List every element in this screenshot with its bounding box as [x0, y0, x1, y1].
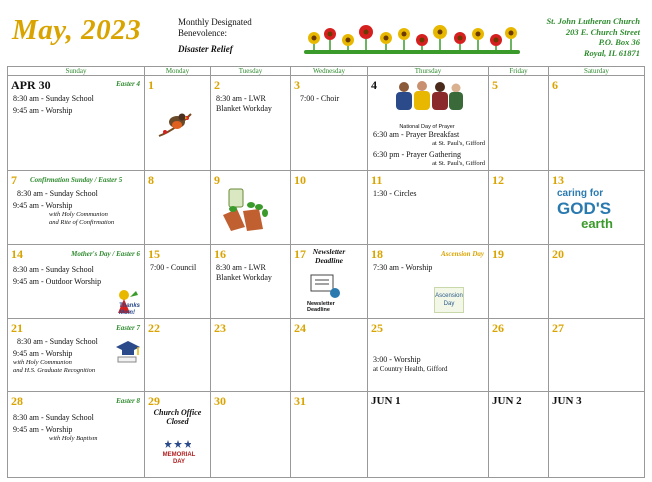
- calendar-header: [0, 0, 652, 66]
- note-line-1: Church Office: [153, 408, 202, 417]
- day-cell: [211, 245, 291, 319]
- event-location: at Country Health, Gifford: [373, 365, 448, 373]
- day-cell: [489, 76, 549, 171]
- seedling-pots-icon: [219, 187, 273, 233]
- day-number: 29: [148, 394, 160, 408]
- flowers-banner-icon: [304, 20, 520, 60]
- day-cell: [368, 319, 489, 392]
- week-row: [8, 171, 645, 245]
- event: 8:30 am - Sunday School: [17, 337, 98, 346]
- week-row: [8, 245, 645, 319]
- event: 1:30 - Circles: [373, 189, 417, 198]
- liturgical-tag: Easter 7: [116, 324, 140, 332]
- event-detail: with Holy Communion: [13, 359, 72, 366]
- event-location: at St. Paul's, Gifford: [432, 140, 485, 147]
- liturgical-tag: Easter 8: [116, 397, 140, 405]
- event-detail: and H.S. Graduate Recognition: [13, 367, 96, 374]
- day-cell: [145, 319, 211, 392]
- event: 9:45 am - Worship: [13, 425, 73, 434]
- day-cell: [291, 245, 368, 319]
- day-cell: [145, 392, 211, 478]
- benevolence-value: Disaster Relief: [178, 44, 233, 54]
- church-po-box: P.O. Box 36: [598, 37, 640, 47]
- page-title: May, 2023: [12, 14, 142, 46]
- day-cell: [211, 319, 291, 392]
- weekday-friday: Friday: [489, 67, 549, 76]
- day-number: APR 30: [11, 78, 51, 92]
- day-number: 12: [492, 173, 504, 187]
- day-number: JUN 1: [371, 395, 401, 407]
- day-number: 3: [294, 78, 300, 92]
- event: 8:30 am - Sunday School: [13, 265, 94, 274]
- day-number: 10: [294, 173, 306, 187]
- newsletter-icon-label: Newsletter Deadline: [307, 301, 335, 313]
- day-cell: [8, 76, 145, 171]
- day-number: 20: [552, 247, 564, 261]
- day-cell: [368, 171, 489, 245]
- day-cell: [489, 392, 549, 478]
- office-closed-note: [148, 408, 207, 426]
- day-cell: [8, 171, 145, 245]
- newsletter-deadline-note: [309, 247, 349, 265]
- day-number: 16: [214, 247, 226, 261]
- weekday-wednesday: Wednesday: [291, 67, 368, 76]
- day-cell: [211, 171, 291, 245]
- weekday-thursday: Thursday: [368, 67, 489, 76]
- day-number: 13: [552, 173, 564, 187]
- event-detail: with Holy Baptism: [49, 435, 98, 442]
- day-cell: [549, 245, 645, 319]
- liturgical-tag: Ascension Day: [441, 250, 484, 258]
- benevolence-label-1: Monthly Designated: [178, 17, 252, 27]
- day-number: 17: [294, 247, 306, 261]
- day-cell: [8, 245, 145, 319]
- weekday-header-row: [8, 67, 645, 76]
- benevolence-block: [178, 17, 288, 55]
- day-number: 23: [214, 321, 226, 335]
- day-cell: [368, 245, 489, 319]
- day-cell: [291, 171, 368, 245]
- memorial-day-label: MEMORIAL DAY: [162, 452, 196, 465]
- praying-people-icon: [390, 79, 464, 121]
- day-cell: [549, 76, 645, 171]
- event-location: at St. Paul's, Gifford: [432, 160, 485, 167]
- event: 9:45 am - Worship: [13, 201, 73, 210]
- week-row: [8, 392, 645, 478]
- event: 6:30 pm - Prayer Gathering: [373, 150, 461, 159]
- day-cell: [8, 319, 145, 392]
- day-number: 19: [492, 247, 504, 261]
- day-number: 27: [552, 321, 564, 335]
- logo-line-1: caring for: [557, 188, 604, 199]
- day-number: JUN 2: [492, 395, 522, 407]
- day-cell: [368, 392, 489, 478]
- week-row: [8, 76, 645, 171]
- weekday-saturday: Saturday: [549, 67, 645, 76]
- day-cell: [211, 392, 291, 478]
- day-number: 26: [492, 321, 504, 335]
- weekday-monday: Monday: [145, 67, 211, 76]
- event-detail: and Rite of Confirmation: [49, 219, 115, 226]
- day-cell: [145, 76, 211, 171]
- event-detail: with Holy Communion: [49, 211, 108, 218]
- liturgical-tag: Confirmation Sunday / Easter 5: [30, 176, 123, 184]
- event: 7:00 - Council: [150, 263, 197, 272]
- day-cell: [549, 392, 645, 478]
- day-cell: [8, 392, 145, 478]
- event: 8:30 am - Sunday School: [13, 413, 94, 422]
- liturgical-tag: Mother's Day / Easter 6: [71, 250, 140, 258]
- graduation-cap-icon: [112, 335, 142, 365]
- day-number: JUN 3: [552, 395, 582, 407]
- event: 9:45 am - Worship: [13, 106, 73, 115]
- day-number: 24: [294, 321, 306, 335]
- day-number: 21: [11, 321, 23, 335]
- day-number: 31: [294, 394, 306, 408]
- day-number: 22: [148, 321, 160, 335]
- flag-stars-icon: [165, 438, 191, 452]
- day-cell: [489, 245, 549, 319]
- event-detail: Blanket Workday: [216, 273, 272, 282]
- prayer-day-banner: National Day of Prayer: [399, 124, 455, 130]
- liturgical-tag: Easter 4: [116, 80, 140, 88]
- day-number: 6: [552, 78, 558, 92]
- weekday-sunday: Sunday: [8, 67, 145, 76]
- ascension-day-icon: Ascension Day: [434, 287, 464, 313]
- day-cell: [549, 319, 645, 392]
- day-cell: [291, 392, 368, 478]
- day-number: 15: [148, 247, 160, 261]
- caring-for-gods-earth-logo: [557, 187, 637, 230]
- day-number: 25: [371, 321, 383, 335]
- day-cell: [489, 319, 549, 392]
- event: 8:30 am - LWR: [216, 94, 266, 103]
- day-cell: [368, 76, 489, 171]
- church-city: Royal, IL 61871: [583, 47, 640, 58]
- newsletter-icon: [307, 271, 343, 301]
- day-cell: [549, 171, 645, 245]
- event: 9:45 am - Worship: [13, 349, 73, 358]
- event-detail: Blanket Workday: [216, 104, 272, 113]
- day-number: 9: [214, 173, 220, 187]
- event: 8:30 am - LWR: [216, 263, 266, 272]
- event: 6:30 am - Prayer Breakfast: [373, 130, 460, 139]
- day-number: 30: [214, 394, 226, 408]
- thanks-mom-label: Thanks Mom!: [119, 303, 141, 316]
- event: 7:00 - Choir: [300, 94, 340, 103]
- day-number: 7: [11, 173, 17, 187]
- day-number: 2: [214, 78, 220, 92]
- event: 7:30 am - Worship: [373, 263, 433, 272]
- day-number: 1: [148, 78, 154, 92]
- benevolence-label-2: Benevolence:: [178, 28, 227, 38]
- logo-line-2: GOD'S: [557, 199, 612, 218]
- note-line-2: Closed: [166, 417, 189, 426]
- church-street: 203 E. Church Street: [565, 26, 640, 37]
- church-address: [546, 16, 640, 58]
- day-cell: [291, 319, 368, 392]
- event: 8:30 am - Sunday School: [17, 189, 98, 198]
- day-cell: [291, 76, 368, 171]
- calendar-grid: [7, 66, 645, 478]
- day-cell: [145, 245, 211, 319]
- day-number: 18: [371, 247, 383, 261]
- week-row: [8, 319, 645, 392]
- event: 3:00 - Worship: [373, 355, 421, 364]
- day-cell: [211, 76, 291, 171]
- day-cell: [145, 171, 211, 245]
- church-name: St. John Lutheran Church: [546, 16, 640, 26]
- event: 9:45 am - Outdoor Worship: [13, 277, 102, 286]
- day-number: 5: [492, 78, 498, 92]
- weekday-tuesday: Tuesday: [211, 67, 291, 76]
- day-number: 11: [371, 173, 383, 187]
- day-number: 28: [11, 394, 23, 408]
- day-number: 8: [148, 173, 154, 187]
- robin-bird-icon: [157, 106, 195, 142]
- logo-line-3: earth: [581, 216, 613, 231]
- day-number: 4: [371, 78, 377, 92]
- note-line-2: Deadline: [315, 256, 343, 265]
- day-number: 14: [11, 247, 23, 261]
- note-line-1: Newsletter: [312, 247, 346, 256]
- day-cell: [489, 171, 549, 245]
- event: 8:30 am - Sunday School: [13, 94, 94, 103]
